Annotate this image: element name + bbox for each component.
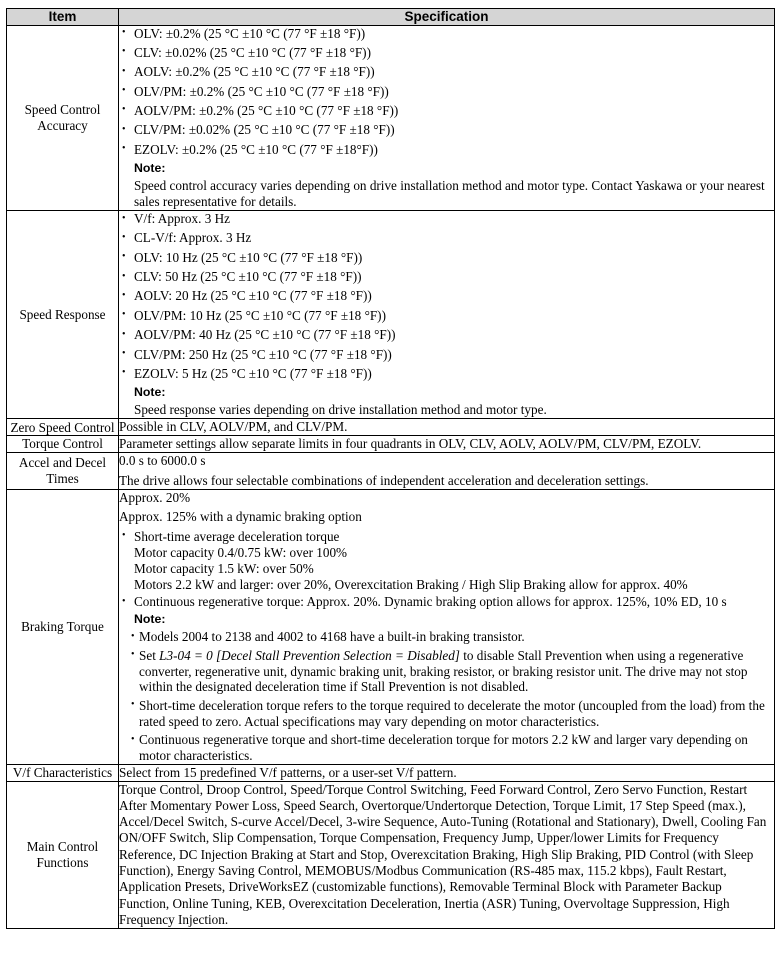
list-item: • AOLV: 20 Hz (25 °C ±10 °C (77 °F ±18 °F))	[119, 288, 774, 304]
note-text: Speed response varies depending on drive installation method and motor type.	[134, 402, 547, 418]
list-item: • Continuous regenerative torque: Approx. 20%. Dynamic braking option allows for approx. 125%, 10% ED, 10 s	[119, 594, 774, 610]
row-content-accel-decel-times	[119, 453, 775, 490]
table-row	[7, 419, 775, 436]
list-item: • CLV: 50 Hz (25 °C ±10 °C (77 °F ±18 °F))	[119, 269, 774, 285]
list-item: • OLV: ±0.2% (25 °C ±10 °C (77 °F ±18 °F))	[119, 26, 774, 42]
table-header-row	[7, 9, 775, 26]
row-label-braking-torque: Braking Torque	[7, 489, 119, 764]
note-text-pre: Continuous regenerative torque and short-time deceleration torque for motors 2.2 kW and larger vary depending on motor characteristics.	[139, 732, 748, 763]
bullet-list	[119, 529, 774, 610]
parameter-reference: L3-04 = 0 [Decel Stall Prevention Selection = Disabled]	[159, 647, 460, 663]
note-bullet-list	[119, 629, 774, 763]
table-row	[7, 453, 775, 490]
braking-torque-with-option: Approx. 125% with a dynamic braking option	[119, 509, 362, 525]
table-row	[7, 25, 775, 211]
row-label-speed-response: Speed Response	[7, 211, 119, 419]
accel-decel-range: 0.0 s to 6000.0 s	[119, 453, 206, 469]
row-label-vf-characteristics: V/f Characteristics	[7, 764, 119, 781]
list-item: • EZOLV: 5 Hz (25 °C ±10 °C (77 °F ±18 °F))	[119, 366, 774, 382]
row-content-speed-response	[119, 211, 775, 419]
braking-torque-approx: Approx. 20%	[119, 489, 191, 505]
note-text-post: to disable Stall Prevention when using a regenerative converter, regenerative unit, dynamic braking unit, braking resistor, or braking resistor unit. The drive may not stop within the designated deceleration time if Stall Prevention is not disabled.	[139, 647, 748, 695]
motor-capacity-04-075: Motor capacity 0.4/0.75 kW: over 100%	[134, 544, 348, 560]
row-content-vf-characteristics: Select from 15 predefined V/f patterns, or a user-set V/f pattern.	[119, 764, 775, 781]
table-header	[7, 9, 775, 26]
note-text-pre: Models 2004 to 2138 and 4002 to 4168 have a built-in braking transistor.	[139, 629, 525, 645]
list-item: • CL-V/f: Approx. 3 Hz	[119, 230, 774, 246]
list-item: • OLV/PM: ±0.2% (25 °C ±10 °C (77 °F ±18 °F))	[119, 84, 774, 100]
column-header-specification: Specification	[119, 9, 775, 26]
note-label: Note:	[134, 385, 166, 400]
row-label-torque-control: Torque Control	[7, 436, 119, 453]
motor-capacity-15: Motor capacity 1.5 kW: over 50%	[134, 560, 314, 576]
table-row	[7, 211, 775, 419]
table-row	[7, 436, 775, 453]
table-row	[7, 781, 775, 929]
column-header-item: Item	[7, 9, 119, 26]
list-item: • OLV: 10 Hz (25 °C ±10 °C (77 °F ±18 °F))	[119, 250, 774, 266]
table-row	[7, 489, 775, 764]
row-content-main-control-functions	[119, 781, 775, 929]
bullet-list	[119, 211, 774, 382]
table-body	[7, 25, 775, 929]
accel-decel-description: The drive allows four selectable combinations of independent acceleration and deceleration settings.	[119, 472, 649, 488]
list-item: • V/f: Approx. 3 Hz	[119, 211, 774, 227]
list-item: • AOLV: ±0.2% (25 °C ±10 °C (77 °F ±18 °F))	[119, 64, 774, 80]
list-item: • CLV/PM: ±0.02% (25 °C ±10 °C (77 °F ±18 °F))	[119, 122, 774, 138]
note-list-item	[131, 648, 774, 696]
list-item: • OLV/PM: 10 Hz (25 °C ±10 °C (77 °F ±18 °F))	[119, 308, 774, 324]
table-row	[7, 764, 775, 781]
list-item: • CLV: ±0.02% (25 °C ±10 °C (77 °F ±18 °F))	[119, 45, 774, 61]
list-item: • EZOLV: ±0.2% (25 °C ±10 °C (77 °F ±18°F))	[119, 142, 774, 158]
row-content-torque-control: Parameter settings allow separate limits in four quadrants in OLV, CLV, AOLV, AOLV/PM, CLV/PM, EZOLV.	[119, 436, 775, 453]
specification-table	[6, 8, 775, 929]
note-label: Note:	[134, 160, 166, 175]
list-item: • CLV/PM: 250 Hz (25 °C ±10 °C (77 °F ±18 °F))	[119, 347, 774, 363]
row-content-zero-speed-control: Possible in CLV, AOLV/PM, and CLV/PM.	[119, 419, 775, 436]
row-label-accel-decel-times: Accel and Decel Times	[7, 453, 119, 490]
note-list-item	[131, 698, 774, 730]
bullet-list	[119, 26, 774, 158]
short-time-torque-heading: • Short-time average deceleration torque	[134, 528, 340, 544]
row-label-main-control-functions: Main Control Functions	[7, 781, 119, 929]
row-label-zero-speed-control: Zero Speed Control	[7, 419, 119, 436]
main-control-functions-text: Torque Control, Droop Control, Speed/Torque Control Switching, Feed Forward Control, Zero Servo Function, Restart After Momentary Power Loss, Speed Search, Overtorque/Undertorque Detection, Torque Limit, 17 Step Speed (max.), Accel/Decel Switch, S-curve Accel/Decel, 3-wire Sequence, Auto-Tuning (Rotational and Stationary), Dwell, Cooling Fan ON/OFF Switch, Slip Compensation, Torque Compensation, Frequency Jump, Upper/lower Limits for Frequency Reference, DC Injection Braking at Start and Stop, Overexcitation Braking, High Slip Braking, PID Control (with Sleep Function), Energy Saving Control, MEMOBUS/Modbus Communication (RS-485 max, 115.2 kbps), Fault Restart, Application Presets, DriveWorksEZ (customizable functions), Removable Terminal Block with Parameter Backup Function, Online Tuning, KEB, Overexcitation Deceleration, Inertia (ASR) Tuning, Overvoltage Suppression, High Frequency Injection.	[119, 781, 767, 927]
note-label: Note:	[134, 612, 166, 627]
list-item	[119, 529, 774, 592]
row-content-speed-control-accuracy	[119, 25, 775, 211]
motor-capacity-22-larger: Motors 2.2 kW and larger: over 20%, Overexcitation Braking / High Slip Braking allow for approx. 40%	[134, 576, 688, 592]
row-label-speed-control-accuracy: Speed Control Accuracy	[7, 25, 119, 211]
note-list-item	[131, 732, 774, 764]
row-content-braking-torque	[119, 489, 775, 764]
list-item: • AOLV/PM: 40 Hz (25 °C ±10 °C (77 °F ±18 °F))	[119, 327, 774, 343]
note-text-pre: Short-time deceleration torque refers to the torque required to decelerate the motor (uncoupled from the load) from the rated speed to zero. Actual specifications may vary depending on motor characteristics.	[139, 697, 765, 729]
list-item: • AOLV/PM: ±0.2% (25 °C ±10 °C (77 °F ±18 °F))	[119, 103, 774, 119]
note-list-item	[131, 629, 774, 645]
note-text-pre: Set	[139, 647, 160, 663]
note-text: Speed control accuracy varies depending on drive installation method and motor type. Contact Yaskawa or your nearest sales representative for details.	[134, 178, 765, 210]
